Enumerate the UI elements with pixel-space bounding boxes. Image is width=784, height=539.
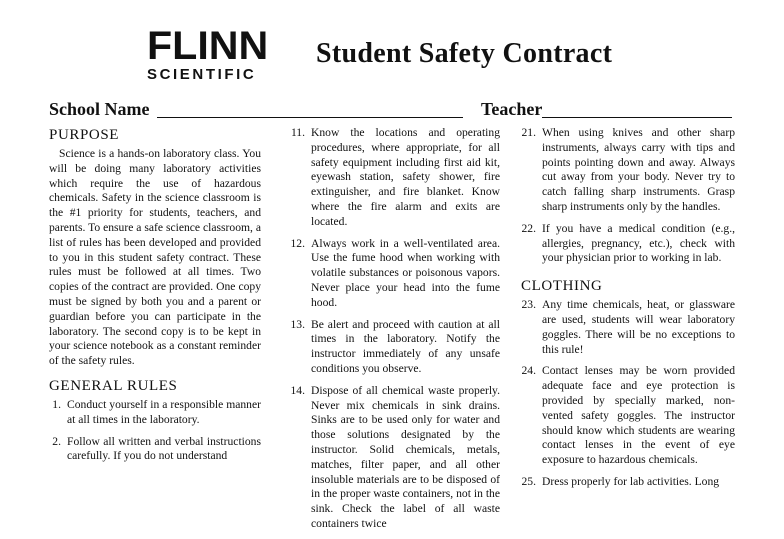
rule-text: Conduct yourself in a responsible manner at all times in the laboratory. (67, 397, 261, 426)
list-item (49, 435, 261, 465)
teacher-field[interactable] (542, 117, 732, 118)
list-item (521, 222, 735, 266)
rule-number: 12. (290, 236, 305, 250)
purpose-heading: PURPOSE (49, 127, 120, 143)
rule-number: 11. (290, 126, 305, 139)
list-item (521, 126, 735, 215)
list-item (285, 126, 500, 230)
column-right (521, 126, 735, 497)
rule-text: Dispose of all chemical waste properly. Never mix chemicals in sink drains. Sinks are to be used only for water and those solutions designated by the instructor. Solid chemicals, metals, matches, filter paper, and all other insoluble materials are to be disposed of in the proper waste containers, not in the sink. Check the label of all waste containers twice (311, 383, 500, 530)
rule-text: Any time chemicals, heat, or glassware are used, students will wear laboratory goggles. There will be no exceptions to this rule! (542, 298, 735, 356)
rule-number: 1. (52, 397, 61, 411)
rule-text: Know the locations and operating procedures, where appropriate, for all safety equipment including first aid kit, eyewash station, safety shower, fire extinguisher, and fire blanket. Know where the fire alarm and exits are located. (311, 126, 500, 228)
list-item (285, 237, 500, 311)
rule-text: If you have a medical condition (e.g., allergies, pregnancy, etc.), check with your physician prior to working in lab. (542, 221, 735, 265)
rule-text: Follow all written and verbal instructions carefully. If you do not understand (67, 434, 261, 463)
rule-number: 21. (521, 126, 536, 139)
rule-number: 23. (521, 298, 536, 312)
rule-text: Contact lenses may be worn provided adequate face and eye protection is provided by specially marked, non-vented safety goggles. The instructor should know which students are wearing contact lenses in the event of eye exposure to hazardous chemicals. (542, 364, 735, 467)
flinn-scientific-logo (147, 24, 269, 83)
clothing-heading: CLOTHING (521, 278, 603, 295)
general-rules-heading: GENERAL RULES (49, 377, 178, 394)
teacher-label: Teacher (481, 99, 543, 119)
list-item (49, 398, 261, 428)
school-name-field[interactable] (157, 117, 463, 118)
list-item (521, 298, 735, 357)
rule-number: 24. (521, 364, 536, 378)
column-middle (285, 126, 500, 539)
rule-text: Always work in a well-ventilated area. Use the fume hood when working with volatile substances or poisonous vapors. Never place your head into the fume hood. (311, 236, 500, 309)
page-title: Student Safety Contract (316, 38, 613, 69)
rule-number: 2. (52, 434, 61, 448)
rule-text: When using knives and other sharp instruments, always carry with tips and points pointing down and away. Always cut away from your body. Never try to catch falling sharp instruments. Grasp sharp instruments only by the handles. (542, 126, 735, 213)
rule-number: 13. (290, 317, 305, 331)
rule-number: 25. (521, 474, 536, 488)
rule-text: Dress properly for lab activities. Long (542, 474, 720, 488)
list-item (285, 318, 500, 377)
logo-wordmark: FLINN (147, 24, 269, 68)
list-item (521, 475, 735, 490)
column-left (49, 126, 261, 471)
rule-number: 14. (290, 383, 305, 397)
rule-number: 22. (521, 221, 536, 235)
list-item (285, 384, 500, 532)
school-name-label: School Name (49, 99, 150, 119)
logo-subtitle: SCIENTIFIC (147, 66, 257, 83)
purpose-text: Science is a hands-on laboratory class. You will be doing many laboratory activities which require the use of hazardous chemicals. Safety in the science classroom is the #1 priority for students, teachers, and parents. To ensure a safe science classroom, a list of rules has been developed and provided to you in this student safety contract. These rules must be followed at all times. Two copies of the contract are provided. One copy must be signed by both you and a parent or guardian before you can participate in the laboratory. The second copy is to be kept in your science notebook as a constant reminder of the safety rules. (49, 147, 261, 368)
list-item (521, 364, 735, 468)
rule-text: Be alert and proceed with caution at all times in the laboratory. Notify the instructor immediately of any unsafe conditions you observe. (311, 317, 500, 375)
